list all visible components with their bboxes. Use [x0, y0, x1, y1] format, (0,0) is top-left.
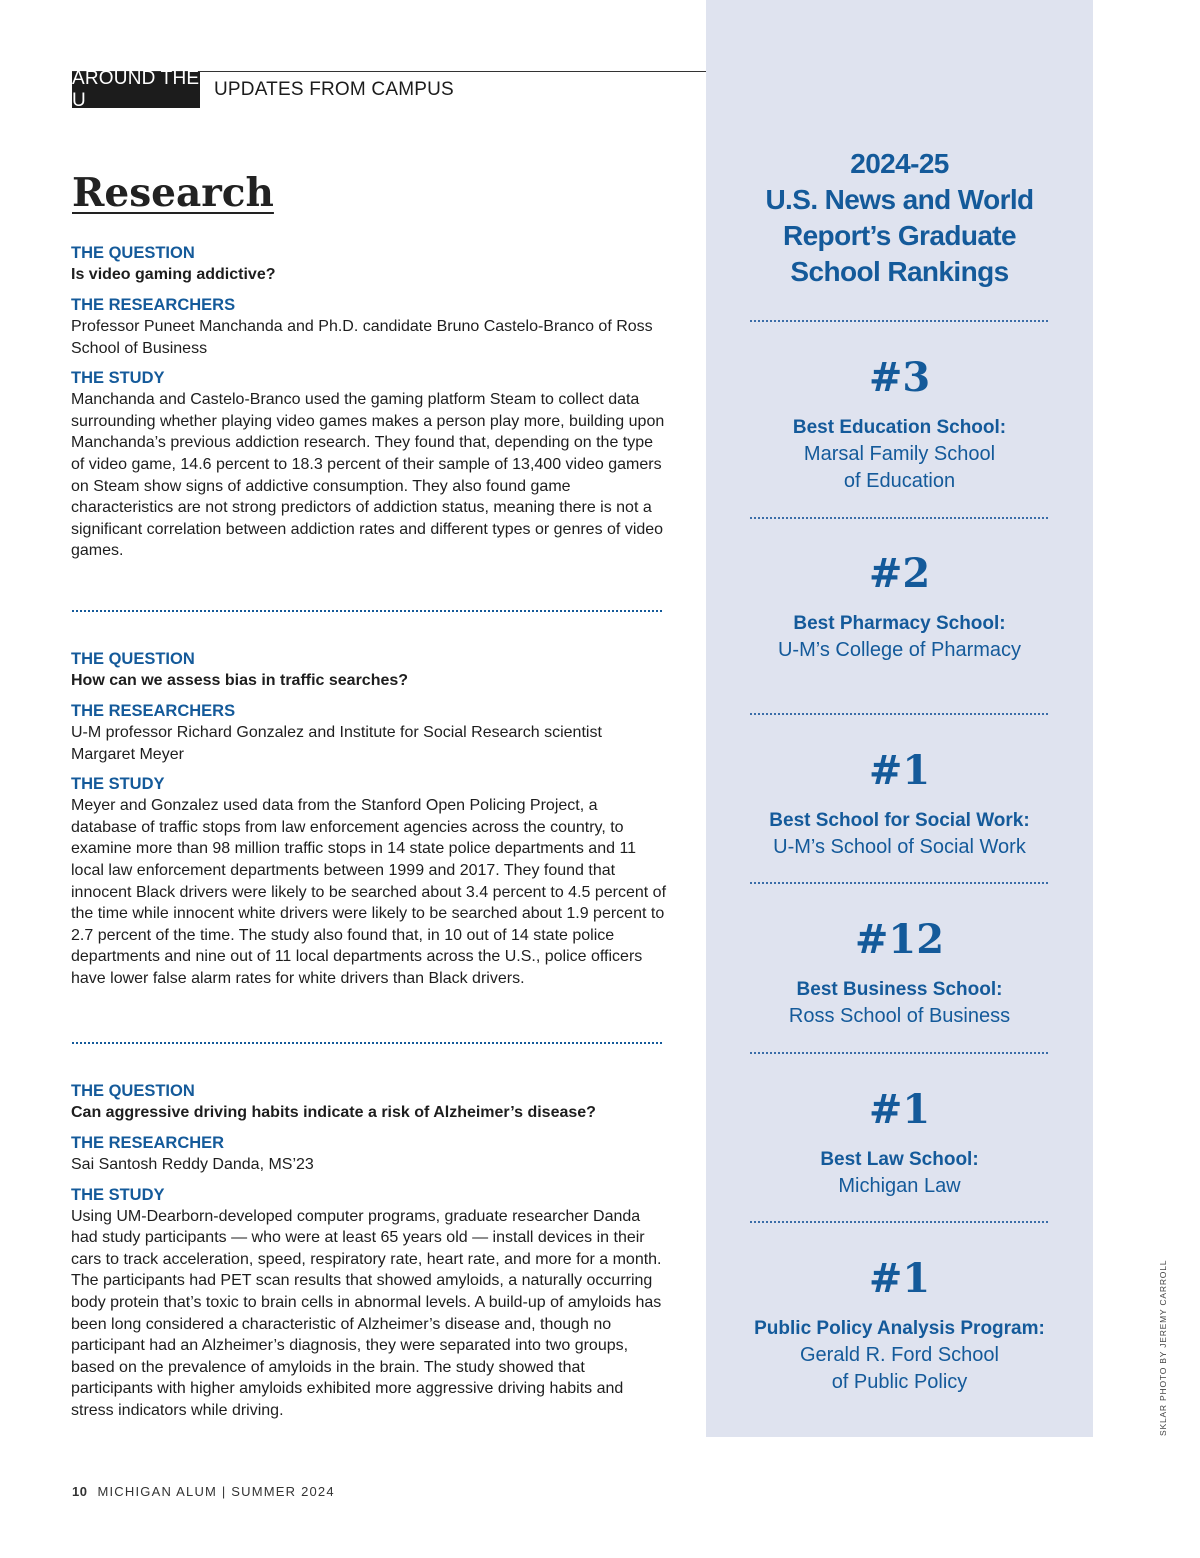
rank-category: Best Education School:	[792, 417, 1007, 438]
rank-category: Best Law School:	[820, 1149, 979, 1170]
rank-school: of Education	[843, 470, 956, 492]
rank-school: Marsal Family School	[803, 443, 996, 465]
study-text: Meyer and Gonzalez used data from the Stanford Open Policing Project, a database of traffic stops from law enforcement agencies across the country, to examine more than 98 million traffic stops in 14 state police departments and 11 local law enforcement departments between 1999 and 2017. They found that innocent Black drivers were likely to be searched about 3.4 percent to 4.5 percent of the time while innocent white drivers were likely to be searched about 1.9 percent to 2.7 percent of the time. The study also found that, in 10 out of 14 state police departments and nine out of 11 local departments across the U.S., police officers have lower false alarm rates for white drivers than Black drivers.	[71, 797, 667, 987]
sidebar-divider	[750, 1221, 1048, 1223]
researchers-label: THE RESEARCHER	[71, 1134, 225, 1152]
rank-number: #12	[854, 916, 945, 963]
rank-school: Gerald R. Ford School	[800, 1344, 999, 1366]
study-2	[71, 648, 666, 998]
rank-school: of Public Policy	[831, 1371, 968, 1393]
study-label: THE STUDY	[71, 369, 165, 388]
rank-category: Best School for Social Work:	[769, 810, 1030, 831]
study-label: THE STUDY	[71, 1185, 165, 1204]
section-subtitle: UPDATES FROM CAMPUS	[214, 79, 454, 100]
ranking-law	[706, 1086, 1093, 1200]
publication-name: MICHIGAN ALUM | SUMMER 2024	[97, 1484, 335, 1499]
sidebar-title-line: School Rankings	[790, 256, 1009, 287]
rank-school: U-M’s College of Pharmacy	[777, 639, 1022, 661]
researchers-text: Professor Puneet Manchanda and Ph.D. candidate Bruno Castelo-Branco of Ross School of Business	[71, 318, 653, 357]
section-divider	[72, 1042, 662, 1044]
sidebar-title-line: Report’s Graduate	[782, 220, 1017, 251]
page-title: Research	[72, 170, 274, 216]
question-text: Is video gaming addictive?	[71, 266, 276, 283]
sidebar-title-line: U.S. News and World	[765, 184, 1034, 215]
rank-category: Public Policy Analysis Program:	[754, 1318, 1045, 1339]
rank-category: Best Pharmacy School:	[793, 613, 1006, 634]
ranking-public-policy	[706, 1255, 1093, 1396]
section-divider	[72, 610, 662, 612]
ranking-pharmacy	[706, 550, 1093, 664]
ranking-business	[706, 916, 1093, 1030]
sidebar-divider	[750, 517, 1048, 519]
rank-category: Best Business School:	[796, 979, 1003, 1000]
rank-number: #1	[868, 1086, 931, 1133]
researchers-text: Sai Santosh Reddy Danda, MS’23	[71, 1156, 314, 1173]
study-1	[71, 242, 666, 570]
sidebar-divider	[750, 320, 1048, 322]
ranking-social-work	[706, 747, 1093, 861]
rank-number: #3	[868, 354, 931, 401]
ranking-education	[706, 354, 1093, 495]
sidebar-title	[706, 146, 1093, 290]
rank-school: U-M’s School of Social Work	[773, 836, 1026, 858]
rank-school: Ross School of Business	[788, 1005, 1011, 1027]
study-3	[71, 1080, 666, 1430]
sidebar-title-line: 2024-25	[850, 148, 949, 179]
rank-number: #2	[868, 550, 931, 597]
page-footer	[72, 1484, 335, 1499]
rank-number: #1	[868, 1255, 931, 1302]
study-text: Manchanda and Castelo-Branco used the gaming platform Steam to collect data surrounding whether playing video games makes a person play more, building upon Manchanda’s previous addiction research. They found that, depending on the type of video game, 14.6 percent to 18.3 percent of their sample of 13,400 video gamers on Steam show signs of addictive consumption. They also found game characteristics are not strong predictors of addiction status, meaning there is not a significant correlation between addiction rates and different types or genres of video games.	[71, 391, 665, 560]
rank-number: #1	[868, 747, 931, 794]
rankings-sidebar	[706, 0, 1093, 1437]
researchers-label: THE RESEARCHERS	[71, 296, 236, 314]
question-label: THE QUESTION	[71, 244, 195, 262]
study-text: Using UM-Dearborn-developed computer programs, graduate researcher Danda had study participants — who were at least 65 years old — install devices in their cars to track acceleration, speed, respiratory rate, heart rate, and more for a month. The participants had PET scan results that showed amyloids, a naturally occurring body protein that’s toxic to brain cells in abnormal levels. A build-up of amyloids has been long considered a characteristic of Alzheimer’s disease and, though no participant had an Alzheimer’s diagnosis, they were separated into two groups, based on the prevalence of amyloids in the brain. The study showed that participants with higher amyloids exhibited more aggressive driving habits and stress indicators while driving.	[71, 1207, 662, 1419]
question-label: THE QUESTION	[71, 1082, 195, 1100]
rank-school: Michigan Law	[838, 1175, 961, 1197]
question-text: How can we assess bias in traffic searches?	[71, 672, 409, 689]
sidebar-divider	[750, 713, 1048, 715]
question-text: Can aggressive driving habits indicate a risk of Alzheimer’s disease?	[71, 1104, 596, 1121]
researchers-label: THE RESEARCHERS	[71, 702, 236, 720]
photo-credit: SKLAR PHOTO BY JEREMY CARROLL	[1158, 1259, 1168, 1436]
study-label: THE STUDY	[71, 775, 165, 794]
sidebar-divider	[750, 882, 1048, 884]
researchers-text: U-M professor Richard Gonzalez and Institute for Social Research scientist Margaret Meyer	[71, 724, 602, 763]
section-tag: AROUND THE U	[72, 68, 200, 111]
question-label: THE QUESTION	[71, 650, 195, 668]
sidebar-divider	[750, 1052, 1048, 1054]
page-number: 10	[72, 1484, 88, 1499]
